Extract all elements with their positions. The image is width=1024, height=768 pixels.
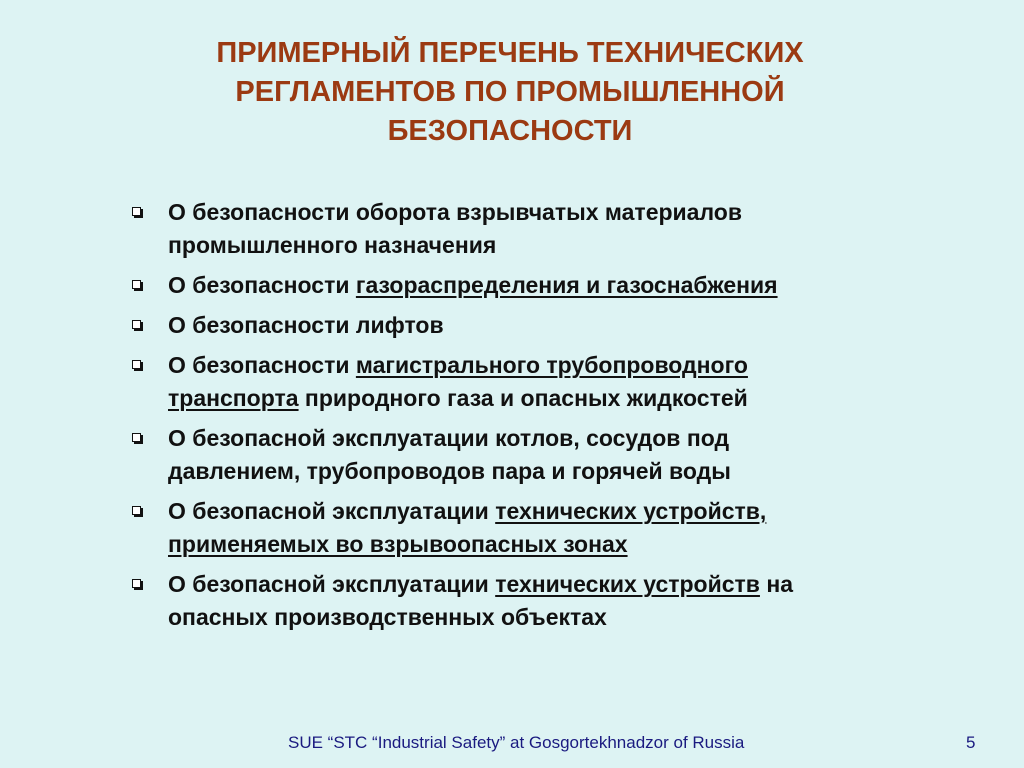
- item-6-underlined-link-2[interactable]: применяемых во взрывоопасных зонах: [168, 531, 628, 557]
- page-number: 5: [966, 733, 976, 752]
- list-item-gas-distribution: [130, 269, 970, 302]
- item-3-text: О безопасности лифтов: [168, 312, 444, 338]
- hollow-square-bullet-icon: [132, 433, 141, 442]
- hollow-square-bullet-icon: [132, 207, 141, 216]
- item-7-rest-2: опасных производственных объектах: [168, 604, 607, 630]
- title-line-3: БЕЗОПАСНОСТИ: [387, 115, 633, 147]
- item-2-text: О безопасности: [168, 272, 356, 298]
- item-4-underlined-link-2[interactable]: транспорта: [168, 385, 299, 411]
- title-line-2: РЕГЛАМЕНТОВ ПО ПРОМЫШЛЕННОЙ: [235, 76, 785, 108]
- slide-title: [150, 34, 870, 151]
- item-2-underlined-link[interactable]: газораспределения и газоснабжения: [355, 272, 778, 298]
- hollow-square-bullet-icon: [132, 320, 141, 329]
- item-4-rest: природного газа и опасных жидкостей: [298, 385, 748, 411]
- hollow-square-bullet-icon: [132, 579, 141, 588]
- list-item-hazardous-facilities: [130, 568, 970, 634]
- hollow-square-bullet-icon: [132, 506, 141, 515]
- item-4-text: О безопасности: [168, 352, 356, 378]
- item-5-line-1: О безопасной эксплуатации котлов, сосудов под: [168, 425, 730, 451]
- item-5-line-2: давлением, трубопроводов пара и горячей воды: [168, 458, 731, 484]
- list-item-elevators: [130, 309, 970, 342]
- item-7-underlined-link[interactable]: технических устройств: [495, 571, 760, 597]
- list-item-explosives: [130, 196, 970, 262]
- item-7-text: О безопасной эксплуатации: [168, 571, 496, 597]
- footer-organization: SUE “STC “Industrial Safety” at Gosgortekhnadzor of Russia: [288, 733, 745, 752]
- hollow-square-bullet-icon: [132, 360, 141, 369]
- item-1-line-1: О безопасности оборота взрывчатых материалов: [168, 199, 742, 225]
- regulations-list: [130, 196, 970, 641]
- hollow-square-bullet-icon: [132, 280, 141, 289]
- title-line-1: ПРИМЕРНЫЙ ПЕРЕЧЕНЬ ТЕХНИЧЕСКИХ: [216, 37, 804, 69]
- list-item-boilers: [130, 422, 970, 488]
- item-1-line-2: промышленного назначения: [168, 232, 497, 258]
- item-4-underlined-link-1[interactable]: магистрального трубопроводного: [355, 352, 748, 378]
- list-item-pipeline-transport: [130, 349, 970, 415]
- list-item-explosive-zones: [130, 495, 970, 561]
- item-6-underlined-link-1[interactable]: технических устройств,: [495, 498, 767, 524]
- item-7-rest-1: на: [759, 571, 794, 597]
- item-6-text: О безопасной эксплуатации: [168, 498, 496, 524]
